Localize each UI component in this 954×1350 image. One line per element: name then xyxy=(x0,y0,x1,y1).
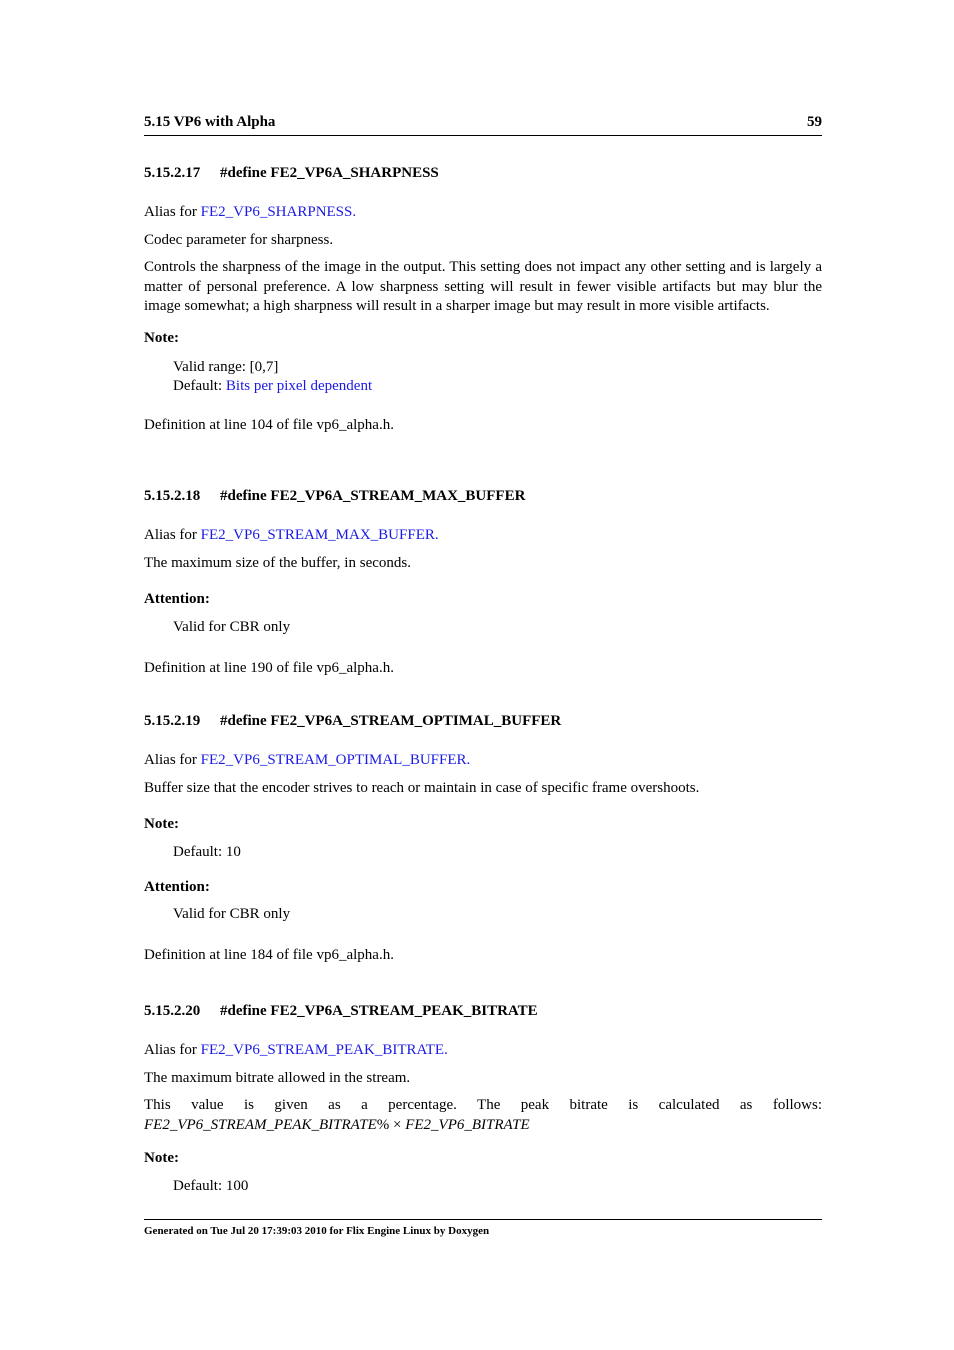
alias-prefix: Alias for xyxy=(144,204,201,220)
alias-prefix: Alias for xyxy=(144,1042,201,1058)
alias-line xyxy=(144,751,822,771)
note-valid-range: Valid range: [0,7] xyxy=(173,358,279,375)
detailed-description: This value is given as a percentage. The peak bitrate is calculated as follows: xyxy=(144,1097,822,1113)
brief-description: The maximum bitrate allowed in the stream. xyxy=(144,1069,411,1086)
alias-link[interactable]: FE2_VP6_SHARPNESS xyxy=(200,204,353,220)
section-heading-text: #define FE2_VP6A_STREAM_PEAK_BITRATE xyxy=(220,1003,538,1019)
section-peak-bitrate xyxy=(144,1002,822,1197)
formula xyxy=(144,1116,822,1136)
note-default xyxy=(173,377,822,397)
note-label: Note: xyxy=(144,329,179,346)
alias-link[interactable]: FE2_VP6_STREAM_OPTIMAL_BUFFER xyxy=(200,752,467,768)
note-label: Note: xyxy=(144,1150,179,1166)
formula-bitrate: FE2_VP6_BITRATE xyxy=(405,1116,530,1133)
note-label: Note: xyxy=(144,816,179,832)
alias-prefix: Alias for xyxy=(144,527,201,543)
alias-line xyxy=(144,526,822,546)
formula-times: × xyxy=(389,1116,406,1133)
note-text: Default: 100 xyxy=(173,1178,249,1194)
section-heading-text: #define FE2_VP6A_STREAM_MAX_BUFFER xyxy=(220,488,526,504)
section-sharpness xyxy=(144,164,822,435)
section-number: 5.15.2.17 xyxy=(144,165,201,181)
brief-description: Codec parameter for sharpness. xyxy=(144,231,334,248)
note-text: Default: 10 xyxy=(173,844,241,860)
attention-label: Attention: xyxy=(144,878,210,895)
note-default-prefix: Default: xyxy=(173,378,226,394)
alias-suffix: . xyxy=(444,1042,448,1058)
attention-text: Valid for CBR only xyxy=(173,905,291,922)
alias-suffix: . xyxy=(352,204,357,220)
brief-description: Buffer size that the encoder strives to reach or maintain in case of specific frame overshoots. xyxy=(144,779,700,796)
section-heading xyxy=(144,164,822,183)
formula-percent: % xyxy=(376,1116,390,1133)
page-footer xyxy=(144,1219,822,1237)
section-heading xyxy=(144,487,822,506)
section-heading xyxy=(144,712,822,731)
bits-per-pixel-link[interactable]: Bits per pixel dependent xyxy=(225,378,373,394)
section-number: 5.15.2.19 xyxy=(144,713,201,729)
alias-line xyxy=(144,203,822,223)
attention-text: Valid for CBR only xyxy=(173,619,291,635)
section-number: 5.15.2.18 xyxy=(144,488,201,504)
footer-text: Generated on Tue Jul 20 17:39:03 2010 for Flix Engine Linux by Doxygen xyxy=(144,1225,490,1237)
detailed-description: Controls the sharpness of the image in the output. This setting does not impact any other setting and is largely a matter of personal preference. A low sharpness setting will result in fewer visible artifacts but may blur the image somewhat; a high sharpness will result in a sharper image but may result in more visible artifacts. xyxy=(144,259,822,314)
section-heading xyxy=(144,1002,822,1021)
section-heading-text: #define FE2_VP6A_SHARPNESS xyxy=(220,165,439,181)
definition-line: Definition at line 190 of file vp6_alpha.h. xyxy=(144,659,394,676)
section-heading-text: #define FE2_VP6A_STREAM_OPTIMAL_BUFFER xyxy=(220,713,562,729)
section-max-buffer xyxy=(144,487,822,678)
page-number: 59 xyxy=(807,114,822,130)
section-optimal-buffer xyxy=(144,712,822,966)
alias-prefix: Alias for xyxy=(144,752,201,768)
section-title: 5.15 VP6 with Alpha xyxy=(144,114,276,130)
definition-line: Definition at line 184 of file vp6_alpha.h. xyxy=(144,947,394,963)
formula-peak-bitrate: FE2_VP6_STREAM_PEAK_BITRATE xyxy=(144,1116,377,1133)
page-header xyxy=(144,113,822,136)
alias-link[interactable]: FE2_VP6_STREAM_PEAK_BITRATE xyxy=(200,1042,445,1058)
alias-line xyxy=(144,1041,822,1061)
alias-suffix: . xyxy=(434,527,439,543)
alias-suffix: . xyxy=(466,752,471,768)
attention-label: Attention: xyxy=(144,591,210,607)
section-number: 5.15.2.20 xyxy=(144,1003,201,1019)
brief-description: The maximum size of the buffer, in seconds. xyxy=(144,554,411,571)
alias-link[interactable]: FE2_VP6_STREAM_MAX_BUFFER xyxy=(200,527,435,543)
definition-line: Definition at line 104 of file vp6_alpha.h. xyxy=(144,416,394,433)
